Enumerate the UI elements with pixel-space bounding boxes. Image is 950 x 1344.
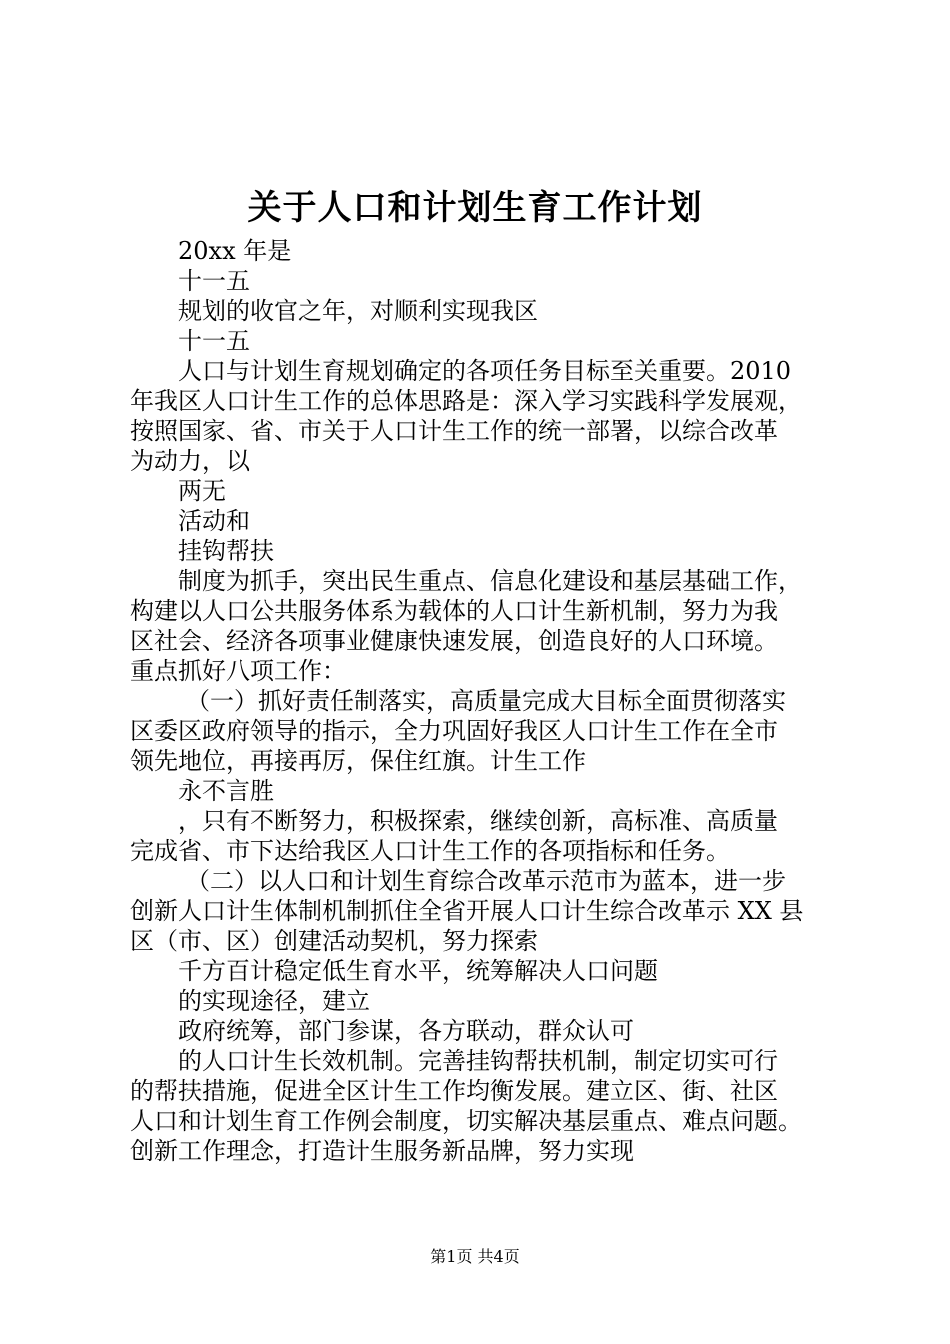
body-line: 区社会、经济各项事业健康快速发展，创造良好的人口环境。 [130,627,778,655]
body-line: 区（市、区）创建活动契机，努力探索 [130,927,538,955]
body-line: 20xx 年是 [178,237,292,265]
document-title: 关于人口和计划生育工作计划 [247,188,703,228]
body-line: 挂钩帮扶 [178,537,274,565]
body-line: 十一五 [178,267,250,295]
body-line: （二）以人口和计划生育综合改革示范市为蓝本，进一步 [186,867,786,895]
body-line: 人口和计划生育工作例会制度，切实解决基层重点、难点问题。 [130,1107,802,1135]
body-line: 制度为抓手，突出民生重点、信息化建设和基层基础工作， [178,567,802,595]
body-line: 永不言胜 [178,777,274,805]
body-line: 两无 [178,477,226,505]
body-line: 按照国家、省、市关于人口计生工作的统一部署，以综合改革 [130,417,778,445]
body-line: ，只有不断努力，积极探索，继续创新，高标准、高质量 [178,807,778,835]
body-line: 构建以人口公共服务体系为载体的人口计生新机制，努力为我 [130,597,778,625]
body-line: 区委区政府领导的指示，全力巩固好我区人口计生工作在全市 [130,717,778,745]
body-line: 政府统筹，部门参谋，各方联动，群众认可 [178,1017,634,1045]
body-line: 领先地位，再接再厉，保住红旗。计生工作 [130,747,586,775]
body-line: 年我区人口计生工作的总体思路是：深入学习实践科学发展观， [130,387,802,415]
body-line: 十一五 [178,327,250,355]
body-line: 创新人口计生体制机制抓住全省开展人口计生综合改革示 XX 县 [130,897,804,925]
body-line: 活动和 [178,507,250,535]
body-line: 人口与计划生育规划确定的各项任务目标至关重要。2010 [178,357,792,385]
body-line: 完成省、市下达给我区人口计生工作的各项指标和任务。 [130,837,730,865]
body-line: 规划的收官之年，对顺利实现我区 [178,297,538,325]
body-line: 的人口计生长效机制。完善挂钩帮扶机制，制定切实可行 [178,1047,778,1075]
body-line: 创新工作理念，打造计生服务新品牌，努力实现 [130,1137,634,1165]
page-number-footer: 第1页 共4页 [430,1247,520,1266]
body-line: 的帮扶措施，促进全区计生工作均衡发展。建立区、街、社区 [130,1077,778,1105]
body-line: 为动力，以 [130,447,250,475]
body-line: （一）抓好责任制落实，高质量完成大目标全面贯彻落实 [186,687,786,715]
body-line: 千方百计稳定低生育水平，统筹解决人口问题 [178,957,658,985]
document-body [130,236,840,1166]
body-line: 重点抓好八项工作： [130,657,346,685]
body-line: 的实现途径，建立 [178,987,370,1015]
